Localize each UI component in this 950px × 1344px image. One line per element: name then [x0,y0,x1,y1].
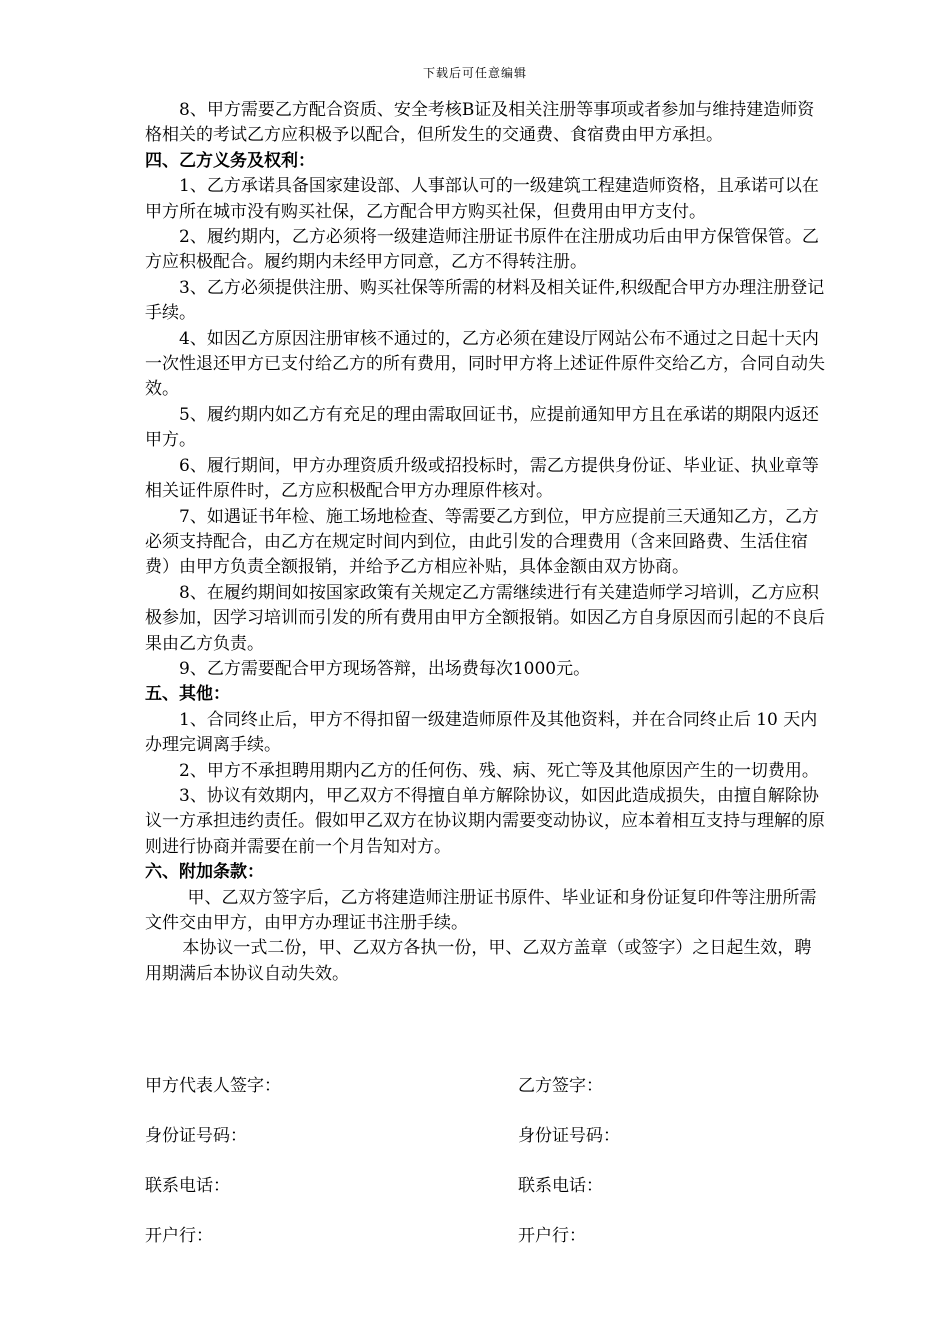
section-heading-5: 五、其他： [145,684,230,705]
clause-5-2: 2、甲方不承担聘用期内乙方的任何伤、残、病、死亡等及其他原因产生的一切费用。 [179,760,819,781]
additional-clause-1: 甲、乙双方签字后，乙方将建造师注册证书原件、毕业证和身份证复印件等注册所需文件交由甲方，由甲方办理证书注册手续。 [145,887,817,933]
page-header-note: 下载后可任意编辑 [422,66,527,80]
party-b-phone-label: 联系电话： [518,1176,603,1196]
signature-row-id [145,1121,825,1147]
party-a-phone-label: 联系电话： [145,1176,230,1196]
signature-row-phone [145,1171,825,1197]
clause-5-3: 3、协议有效期内，甲乙双方不得擅自单方解除协议，如因此造成损失，由擅自解除协议一方承担违约责任。假如甲乙双方在协议期内需要变动协议，应本着相互支持与理解的原则进行协商并需要在前一个月告知对方。 [145,785,825,857]
signature-row-bank [145,1221,825,1247]
clause-4-7: 7、如遇证书年检、施工场地检查、等需要乙方到位，甲方应提前三天通知乙方，乙方必须支持配合，由乙方在规定时间内到位，由此引发的合理费用（含来回路费、生活住宿费）由甲方负责全额报销，并给予乙方相应补贴，具体金额由双方协商。 [145,506,819,578]
party-a-signature-label: 甲方代表人签字： [145,1076,281,1096]
section-heading-4: 四、乙方义务及权利： [145,150,315,171]
party-b-signature-label: 乙方签字： [518,1076,603,1096]
clause-5-1: 1、合同终止后，甲方不得扣留一级建造师原件及其他资料，并在合同终止后 10 天内办理完调离手续。 [145,709,818,756]
signature-row-sign [145,1071,825,1097]
clause-4-5: 5、履约期内如乙方有充足的理由需取回证书，应提前通知甲方且在承诺的期限内返还甲方。 [145,404,819,451]
clause-3-8: 8、甲方需要乙方配合资质、安全考核B证及相关注册等事项或者参加与维持建造师资格相关的考试乙方应积极予以配合，但所发生的交通费、食宿费由甲方承担。 [145,100,815,146]
clause-4-6: 6、履行期间，甲方办理资质升级或招投标时，需乙方提供身份证、毕业证、执业章等相关证件原件时，乙方应积极配合甲方办理原件核对。 [145,455,819,502]
section-heading-6: 六、附加条款： [145,862,264,883]
clause-4-4: 4、如因乙方原因注册审核不通过的，乙方必须在建设厅网站公布不通过之日起十天内一次性退还甲方已支付给乙方的所有费用，同时甲方将上述证件原件交给乙方，合同自动失效。 [145,328,825,400]
clause-4-8: 8、在履约期间如按国家政策有关规定乙方需继续进行有关建造师学习培训，乙方应积极参加，因学习培训而引发的所有费用由甲方全额报销。如因乙方自身原因而引起的不良后果由乙方负责。 [145,582,825,654]
party-a-id-label: 身份证号码： [145,1126,247,1146]
clause-4-9: 9、乙方需要配合甲方现场答辩，出场费每次1000元。 [179,658,591,679]
clause-4-2: 2、履约期内，乙方必须将一级建造师注册证书原件在注册成功后由甲方保管保管。乙方应积极配合。履约期内未经甲方同意，乙方不得转注册。 [145,227,819,273]
clause-4-3: 3、乙方必须提供注册、购买社保等所需的材料及相关证件,积级配合甲方办理注册登记手续。 [145,277,825,324]
contract-body [145,98,825,987]
additional-clause-2: 本协议一式二份，甲、乙双方各执一份，甲、乙双方盖章（或签字）之日起生效，聘用期满后本协议自动失效。 [145,938,812,984]
party-b-id-label: 身份证号码： [518,1126,620,1146]
party-b-bank-label: 开户行： [518,1226,586,1246]
clause-4-1: 1、乙方承诺具备国家建设部、人事部认可的一级建筑工程建造师资格，且承诺可以在甲方所在城市没有购买社保，乙方配合甲方购买社保，但费用由甲方支付。 [145,176,819,222]
party-a-bank-label: 开户行： [145,1226,213,1246]
